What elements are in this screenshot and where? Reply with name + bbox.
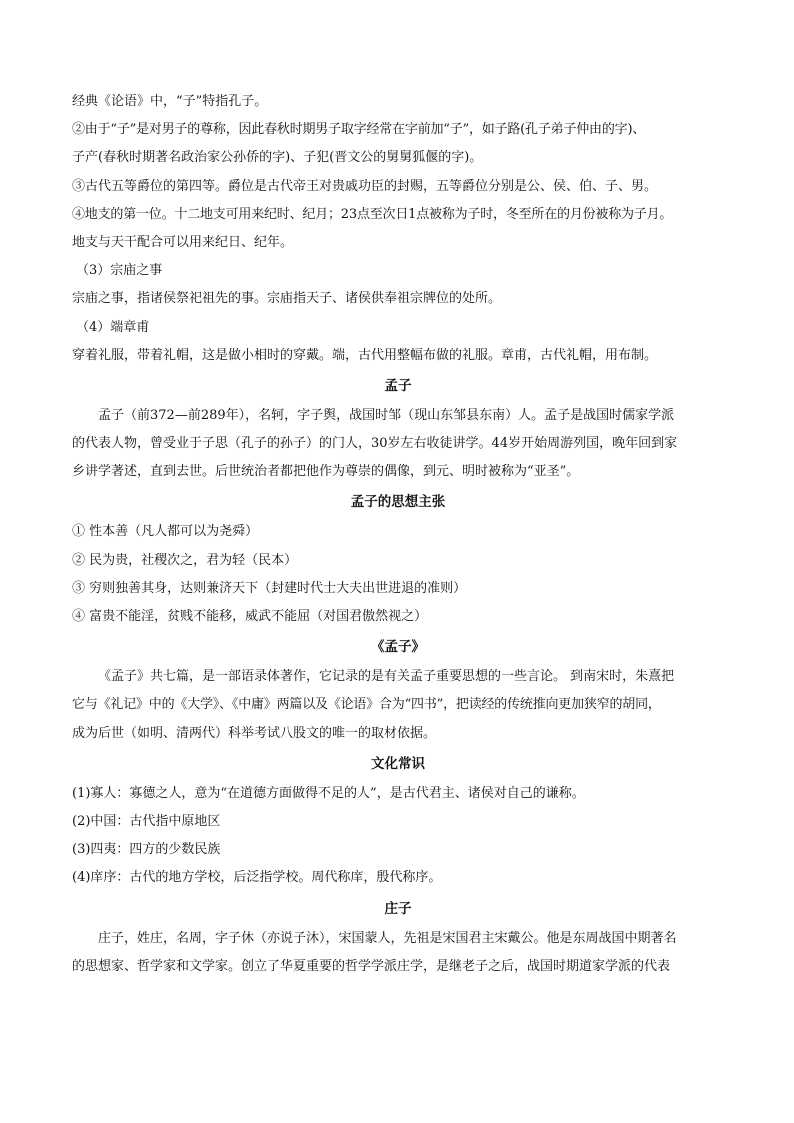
book-paragraph-line-2: 它与《礼记》中的《大学》、《中庸》两篇以及《论语》合为“四书”，把读经的传统推向更加狭窄的胡同， [72,697,661,713]
thought-item-1: ① 性本善（凡人都可以为尧舜） [72,524,259,540]
culture-item-2: (2)中国：古代指中原地区 [72,813,221,829]
item3-title: （3）宗庙之事 [76,263,163,279]
thought-item-4: ④ 富贵不能淫，贫贱不能移，威武不能屈（对国君傲然视之） [72,609,428,624]
intro-line-4: ③古代五等爵位的第四等。爵位是古代帝王对贵戚功臣的封赐，五等爵位分别是公、侯、伯、子、男。 [72,178,658,194]
culture-item-3: (3)四夷：四方的少数民族 [72,842,221,858]
section-heading-book: 《孟子》 [371,639,425,656]
book-paragraph-line-3: 成为后世（如明、清两代）科举考试八股文的唯一的取材依据。 [72,725,437,741]
intro-line-2: ②由于“子”是对男子的尊称，因此春秋时期男子取字经常在字前加“子”，如子路(孔子弟子仲由的字)、 [72,122,646,138]
culture-item-1: (1)寡人：寡德之人，意为“在道德方面做得不足的人”，是古代君主、诸侯对自己的谦称。 [72,785,585,801]
item4-text: 穿着礼服，带着礼帽，这是做小相时的穿戴。端，古代用整幅布做的礼服。章甫，古代礼帽，用布制。 [72,347,658,363]
document-page [72,88,724,981]
mengzi-paragraph-line-3: 乡讲学著述，直到去世。后世统治者都把他作为尊崇的偶像，到元、明时被称为“亚圣”。 [72,464,580,480]
mengzi-paragraph-line-2: 的代表人物，曾受业于子思（孔子的孙子）的门人，30岁左右收徒讲学。44岁开始周游列国，晚年回到家 [72,436,678,452]
section-heading-culture: 文化常识 [371,755,425,772]
intro-line-6: 地支与天干配合可以用来纪日、纪年。 [72,234,294,250]
intro-line-5: ④地支的第一位。十二地支可用来纪时、纪月；23点至次日1点被称为子时，冬至所在的月份被称为子月。 [72,206,673,222]
item4-title: （4）端章甫 [76,319,150,335]
intro-line-3: 子产(春秋时期著名政治家公孙侨的字)、子犯(晋文公的舅舅狐偃的字)。 [72,150,483,166]
zhuangzi-paragraph-line-2: 的思想家、哲学家和文学家。创立了华夏重要的哲学学派庄学，是继老子之后，战国时期道家学派的代表 [72,958,671,974]
intro-line-1: 经典《论语》中，“子”特指孔子。 [72,94,268,109]
book-paragraph-line-1: 《孟子》共七篇，是一部语录体著作，它记录的是有关孟子重要思想的一些言论。 到南宋时，朱熹把 [98,669,675,685]
zhuangzi-paragraph-line-1: 庄子，姓庄，名周，字子休（亦说子沐），宋国蒙人，先祖是宋国君主宋戴公。他是东周战国中期著名 [98,930,677,946]
culture-item-4: (4)庠序：古代的地方学校，后泛指学校。周代称庠，殷代称序。 [72,870,442,886]
thought-item-3: ③ 穷则独善其身，达则兼济天下（封建时代士大夫出世进退的准则） [72,580,467,596]
mengzi-paragraph-line-1: 孟子（前372—前289年），名轲，字子舆，战国时邹（现山东邹县东南）人。孟子是战国时儒家学派 [98,407,675,423]
section-heading-mengzi: 孟子 [384,377,412,394]
item3-text: 宗庙之事，指诸侯祭祀祖先的事。宗庙指天子、诸侯供奉祖宗牌位的处所。 [72,291,502,307]
thought-item-2: ② 民为贵，社稷次之，君为轻（民本） [72,552,298,568]
section-heading-thought: 孟子的思想主张 [350,494,446,511]
section-heading-zhuangzi: 庄子 [384,900,412,917]
